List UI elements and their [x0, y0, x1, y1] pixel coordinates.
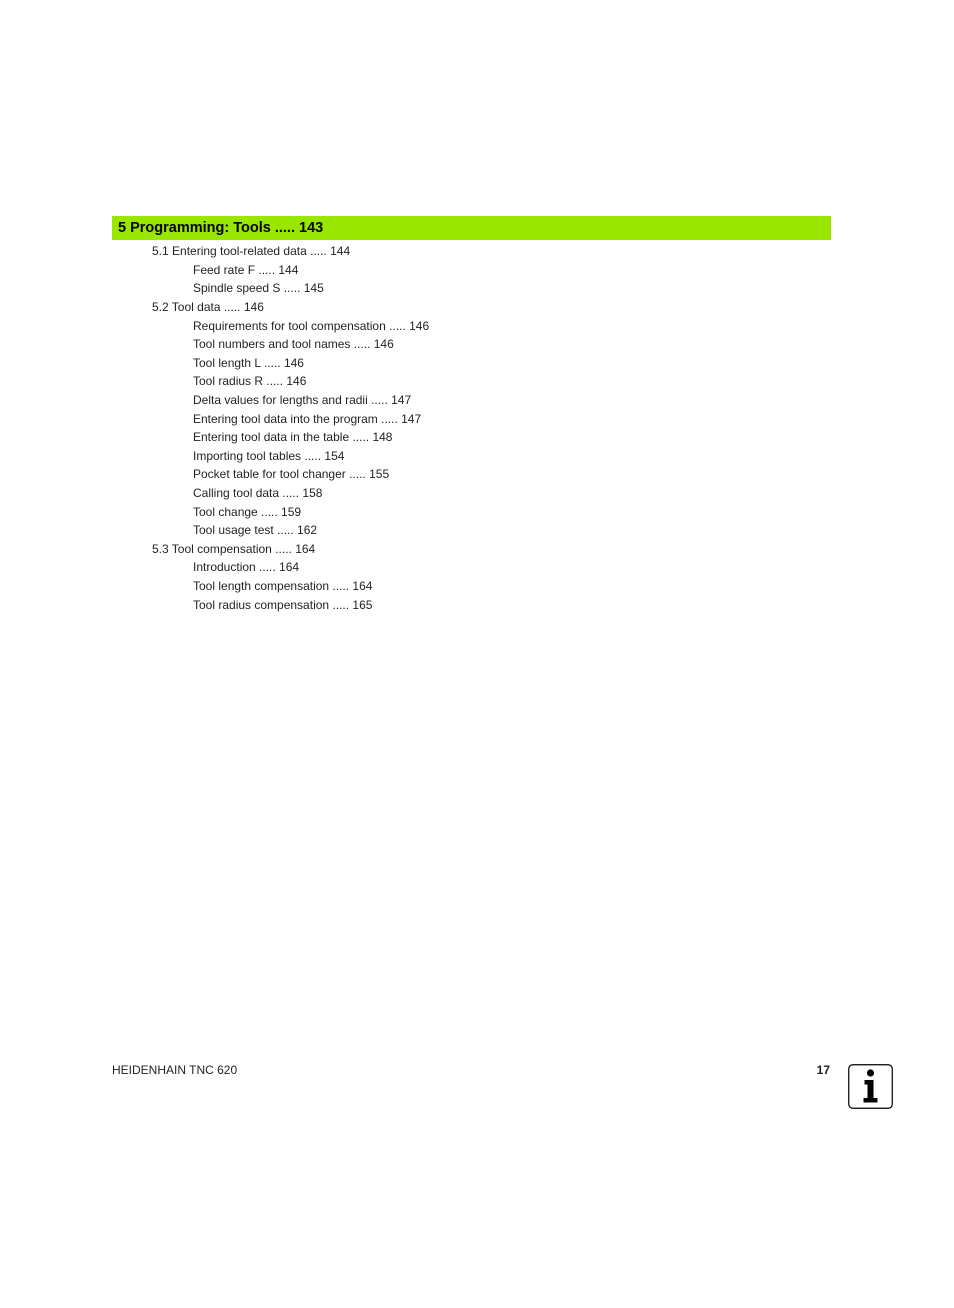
- info-icon: [848, 1064, 893, 1109]
- toc-entry[interactable]: Requirements for tool compensation ..... 146: [193, 319, 430, 333]
- toc-entry[interactable]: Entering tool data into the program ..... 147: [193, 412, 422, 426]
- page-number: 17: [816, 1063, 830, 1077]
- toc-entry[interactable]: Feed rate F ..... 144: [193, 263, 299, 277]
- chapter-heading-bar: [112, 216, 831, 240]
- chapter-title[interactable]: 5 Programming: Tools ..... 143: [118, 220, 324, 236]
- toc-entry[interactable]: Tool length L ..... 146: [193, 356, 304, 370]
- toc-entry[interactable]: Calling tool data ..... 158: [193, 486, 323, 500]
- toc-entry[interactable]: Tool usage test ..... 162: [193, 523, 318, 537]
- toc-entry[interactable]: Introduction ..... 164: [193, 560, 300, 574]
- toc-entry[interactable]: Tool length compensation ..... 164: [193, 579, 373, 593]
- toc-section-5-3[interactable]: 5.3 Tool compensation ..... 164: [152, 542, 316, 556]
- footer-product-name: HEIDENHAIN TNC 620: [112, 1063, 238, 1077]
- toc-entry[interactable]: Spindle speed S ..... 145: [193, 281, 324, 295]
- toc-entry[interactable]: Importing tool tables ..... 154: [193, 449, 345, 463]
- toc-entry[interactable]: Entering tool data in the table ..... 148: [193, 430, 393, 444]
- toc-entry[interactable]: Tool radius R ..... 146: [193, 374, 307, 388]
- toc-section-5-2[interactable]: 5.2 Tool data ..... 146: [152, 300, 264, 314]
- toc-entry[interactable]: Delta values for lengths and radii ..... 147: [193, 393, 412, 407]
- toc-entry[interactable]: Pocket table for tool changer ..... 155: [193, 467, 390, 481]
- toc-entry[interactable]: Tool numbers and tool names ..... 146: [193, 337, 394, 351]
- toc-entry[interactable]: Tool change ..... 159: [193, 505, 302, 519]
- toc-entry[interactable]: Tool radius compensation ..... 165: [193, 598, 373, 612]
- toc-section-5-1[interactable]: 5.1 Entering tool-related data ..... 144: [152, 244, 351, 258]
